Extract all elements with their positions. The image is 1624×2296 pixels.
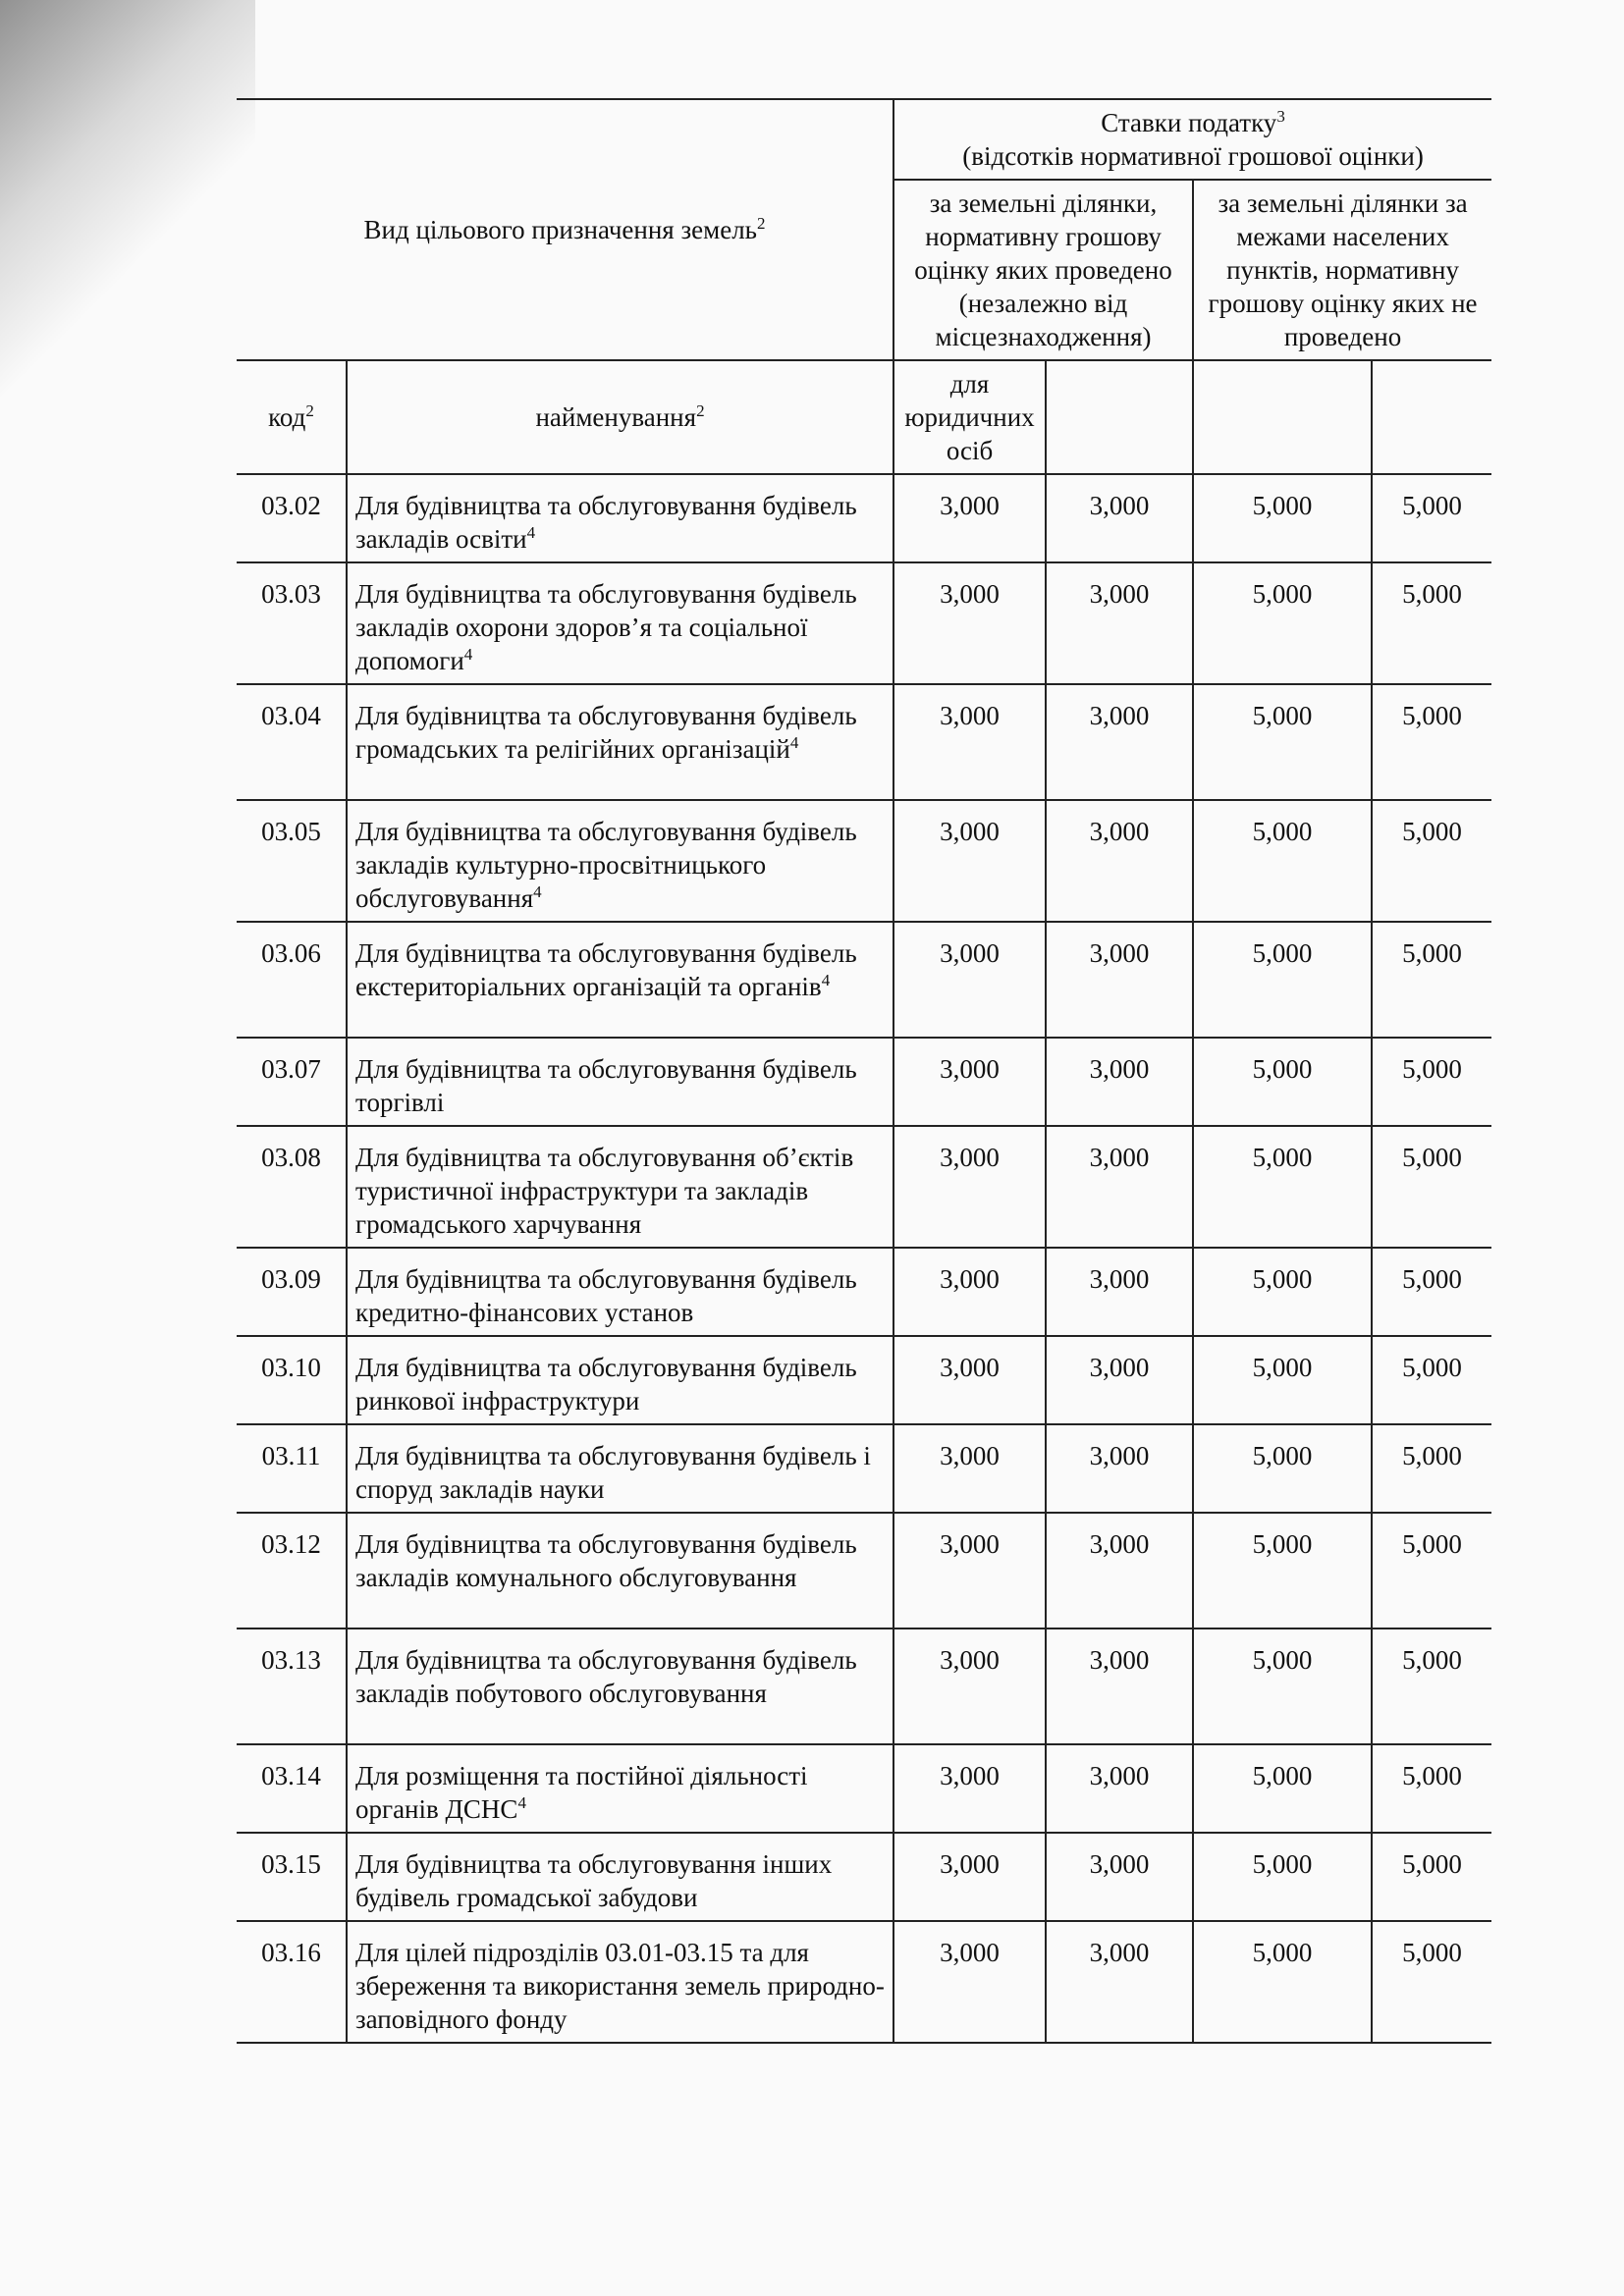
assessed-column-header [893,180,1193,360]
rate-legal-assessed-text: 3,000 [940,1353,1000,1382]
footnote-mark: 4 [821,971,831,989]
rate-legal-not-assessed [1193,1513,1372,1629]
rate-individual-assessed-text: 3,000 [1089,1529,1150,1559]
rate-individual-not-assessed [1372,1744,1491,1833]
rate-individual-assessed-text: 3,000 [1089,1849,1150,1879]
footnote-mark: 4 [526,523,536,542]
not-assessed-column-label: за земельні ділянки за межами населених пунктів, нормативну грошову оцінку яких не проведено [1208,188,1478,351]
table-row [237,562,1491,684]
empty-header-cell [1372,360,1491,474]
rate-individual-not-assessed-text: 5,000 [1402,1264,1462,1294]
rate-individual-assessed-text: 3,000 [1089,1761,1150,1790]
rate-individual-not-assessed-text: 5,000 [1402,701,1462,730]
rate-individual-not-assessed-text: 5,000 [1402,1353,1462,1382]
rate-legal-assessed [893,800,1046,922]
not-assessed-column-header [1193,180,1491,360]
table-row [237,922,1491,1038]
rate-individual-assessed-text: 3,000 [1089,817,1150,846]
row-name-text: Для будівництва та обслуговування будівель закладів комунального обслуговування [355,1529,857,1592]
rate-legal-not-assessed [1193,800,1372,922]
row-code-text: 03.08 [261,1143,321,1172]
row-code-text: 03.09 [261,1264,321,1294]
rate-individual-assessed-text: 3,000 [1089,1264,1150,1294]
rate-individual-assessed-text: 3,000 [1089,1938,1150,1967]
header-row-1 [237,99,1491,180]
rate-individual-not-assessed [1372,922,1491,1038]
rate-legal-not-assessed [1193,1629,1372,1744]
code-header [237,360,347,474]
row-name-text: Для будівництва та обслуговування будівель закладів охорони здоров’я та соціальної допомоги [355,579,857,675]
rate-legal-assessed-text: 3,000 [940,1849,1000,1879]
rate-individual-not-assessed [1372,1424,1491,1513]
rate-legal-not-assessed-text: 5,000 [1252,938,1313,968]
rate-individual-not-assessed-text: 5,000 [1402,938,1462,968]
tax-rates-title: Ставки податку [1101,108,1277,137]
legal-entities-label: для юридичних осіб [904,369,1035,465]
footnote-mark: 4 [789,733,799,752]
row-code [237,1629,347,1744]
tax-rates-header [893,99,1491,180]
rate-individual-not-assessed-text: 5,000 [1402,1054,1462,1084]
rate-legal-not-assessed-text: 5,000 [1252,701,1313,730]
row-code [237,1833,347,1921]
rate-legal-assessed [893,1336,1046,1424]
rate-individual-not-assessed-text: 5,000 [1402,1645,1462,1675]
row-code [237,1336,347,1424]
rate-individual-not-assessed [1372,1126,1491,1248]
rate-individual-not-assessed-text: 5,000 [1402,491,1462,520]
rate-individual-assessed-text: 3,000 [1089,938,1150,968]
row-code [237,684,347,800]
row-code-text: 03.02 [261,491,321,520]
table-row [237,1248,1491,1336]
row-code-text: 03.11 [261,1441,321,1470]
row-name [347,1126,893,1248]
rate-legal-assessed [893,1248,1046,1336]
rate-legal-not-assessed [1193,1248,1372,1336]
empty-header-cell [1046,360,1193,474]
table-row [237,1629,1491,1744]
rate-individual-not-assessed [1372,1248,1491,1336]
rate-legal-assessed-text: 3,000 [940,1645,1000,1675]
rate-individual-not-assessed [1372,1038,1491,1126]
assessed-column-label: за земельні ділянки, нормативну грошову оцінку яких проведено (незалежно від місцезнаходження) [914,188,1172,351]
rate-individual-assessed-text: 3,000 [1089,1353,1150,1382]
rate-legal-not-assessed [1193,1921,1372,2043]
table-row [237,1424,1491,1513]
rate-individual-assessed-text: 3,000 [1089,491,1150,520]
row-name-text: Для будівництва та обслуговування будівель екстериторіальних організацій та органів [355,938,857,1001]
scan-edge-shadow [0,0,255,412]
header-row-3 [237,360,1491,474]
footnote-mark: 4 [533,882,542,901]
rate-legal-assessed-text: 3,000 [940,938,1000,968]
row-name [347,922,893,1038]
row-code [237,1513,347,1629]
row-name [347,562,893,684]
legal-entities-header [893,360,1046,474]
rate-legal-not-assessed [1193,1833,1372,1921]
rate-individual-assessed-text: 3,000 [1089,1143,1150,1172]
rate-legal-not-assessed-text: 5,000 [1252,579,1313,609]
rate-legal-assessed [893,1629,1046,1744]
row-code [237,474,347,562]
rate-individual-not-assessed [1372,1336,1491,1424]
rate-individual-not-assessed [1372,1921,1491,2043]
row-code [237,1921,347,2043]
footnote-mark: 2 [756,214,766,233]
rate-legal-assessed [893,474,1046,562]
rate-individual-assessed [1046,562,1193,684]
rate-legal-not-assessed-text: 5,000 [1252,1938,1313,1967]
row-name-text: Для розміщення та постійної діяльності органів ДСНС [355,1761,808,1824]
rate-individual-not-assessed [1372,800,1491,922]
rate-legal-assessed [893,1744,1046,1833]
row-code [237,1424,347,1513]
rate-legal-assessed-text: 3,000 [940,701,1000,730]
rate-legal-not-assessed-text: 5,000 [1252,1264,1313,1294]
table-row [237,1921,1491,2043]
table-row [237,1513,1491,1629]
row-code [237,1744,347,1833]
rate-individual-not-assessed-text: 5,000 [1402,1938,1462,1967]
row-name [347,1744,893,1833]
rate-individual-assessed [1046,1629,1193,1744]
row-code [237,1126,347,1248]
footnote-mark: 2 [305,401,314,420]
table-row [237,1744,1491,1833]
rate-individual-assessed [1046,474,1193,562]
row-code [237,1038,347,1126]
row-code-text: 03.14 [261,1761,321,1790]
row-name [347,474,893,562]
row-code [237,562,347,684]
tax-rates-table [237,98,1491,2044]
rate-legal-not-assessed [1193,1038,1372,1126]
rate-legal-assessed [893,1038,1046,1126]
row-name-text: Для будівництва та обслуговування об’єктів туристичної інфраструктури та закладів громадського харчування [355,1143,854,1239]
rate-individual-assessed [1046,1513,1193,1629]
rate-legal-not-assessed [1193,1744,1372,1833]
rate-legal-assessed-text: 3,000 [940,817,1000,846]
code-label: код [268,402,306,432]
rate-legal-not-assessed-text: 5,000 [1252,1761,1313,1790]
name-label: найменування [535,402,697,432]
footnote-mark: 4 [517,1793,526,1812]
rate-individual-not-assessed [1372,684,1491,800]
rate-legal-not-assessed [1193,1336,1372,1424]
rate-legal-not-assessed-text: 5,000 [1252,1645,1313,1675]
rate-legal-assessed-text: 3,000 [940,1938,1000,1967]
rate-legal-assessed-text: 3,000 [940,1054,1000,1084]
rate-legal-assessed [893,562,1046,684]
rate-individual-not-assessed [1372,474,1491,562]
rate-individual-assessed-text: 3,000 [1089,1054,1150,1084]
row-name [347,1513,893,1629]
name-header [347,360,893,474]
table-row [237,1126,1491,1248]
empty-header-cell [1193,360,1372,474]
rate-legal-not-assessed [1193,562,1372,684]
rate-legal-assessed [893,1921,1046,2043]
row-name-text: Для будівництва та обслуговування будівель ринкової інфраструктури [355,1353,857,1415]
table-row [237,684,1491,800]
rate-legal-assessed-text: 3,000 [940,1143,1000,1172]
rate-individual-not-assessed-text: 5,000 [1402,1143,1462,1172]
footnote-mark: 4 [463,645,473,664]
table-body [237,474,1491,2043]
row-code [237,1248,347,1336]
footnote-mark: 2 [696,401,705,420]
rate-legal-assessed-text: 3,000 [940,1529,1000,1559]
tax-rates-subtitle: (відсотків нормативної грошової оцінки) [962,141,1424,171]
rate-legal-not-assessed [1193,474,1372,562]
row-code-text: 03.12 [261,1529,321,1559]
rate-legal-assessed [893,684,1046,800]
row-name [347,1629,893,1744]
row-name [347,684,893,800]
rate-individual-assessed [1046,1744,1193,1833]
row-name [347,1248,893,1336]
rate-individual-assessed [1046,1921,1193,2043]
rate-individual-not-assessed [1372,1513,1491,1629]
rate-legal-not-assessed [1193,684,1372,800]
row-name [347,1336,893,1424]
rate-legal-assessed-text: 3,000 [940,1264,1000,1294]
row-name [347,800,893,922]
rate-legal-not-assessed [1193,1424,1372,1513]
row-name-text: Для цілей підрозділів 03.01-03.15 та для збереження та використання земель природно-заповідного фонду [355,1938,885,2034]
rate-legal-assessed [893,1833,1046,1921]
land-purpose-title: Вид цільового призначення земель [363,215,757,244]
row-code [237,922,347,1038]
rate-individual-not-assessed-text: 5,000 [1402,1529,1462,1559]
rate-legal-not-assessed-text: 5,000 [1252,1849,1313,1879]
footnote-mark: 3 [1276,107,1285,126]
rate-individual-assessed [1046,1336,1193,1424]
table-row [237,1038,1491,1126]
rate-individual-assessed [1046,1038,1193,1126]
rate-legal-not-assessed-text: 5,000 [1252,1353,1313,1382]
rate-legal-not-assessed-text: 5,000 [1252,491,1313,520]
rate-legal-assessed-text: 3,000 [940,1761,1000,1790]
rate-legal-assessed-text: 3,000 [940,1441,1000,1470]
rate-individual-not-assessed [1372,562,1491,684]
row-name-text: Для будівництва та обслуговування будівель закладів побутового обслуговування [355,1645,857,1708]
row-name-text: Для будівництва та обслуговування будівель закладів культурно-просвітницького обслуговування [355,817,857,913]
rate-individual-assessed [1046,684,1193,800]
row-code-text: 03.06 [261,938,321,968]
rate-legal-assessed-text: 3,000 [940,491,1000,520]
rate-individual-not-assessed-text: 5,000 [1402,579,1462,609]
row-code-text: 03.15 [261,1849,321,1879]
rate-individual-not-assessed [1372,1629,1491,1744]
rate-individual-not-assessed-text: 5,000 [1402,1441,1462,1470]
row-code-text: 03.07 [261,1054,321,1084]
rate-legal-not-assessed-text: 5,000 [1252,1529,1313,1559]
row-code-text: 03.05 [261,817,321,846]
table-row [237,800,1491,922]
rate-individual-assessed-text: 3,000 [1089,579,1150,609]
rate-legal-not-assessed [1193,922,1372,1038]
table-row [237,1336,1491,1424]
rate-individual-assessed [1046,1248,1193,1336]
rate-legal-assessed-text: 3,000 [940,579,1000,609]
row-name [347,1038,893,1126]
row-code-text: 03.16 [261,1938,321,1967]
rate-individual-not-assessed [1372,1833,1491,1921]
row-name-text: Для будівництва та обслуговування будівель закладів освіти [355,491,857,554]
row-name [347,1833,893,1921]
rate-legal-not-assessed-text: 5,000 [1252,1054,1313,1084]
rate-individual-assessed-text: 3,000 [1089,701,1150,730]
rate-individual-not-assessed-text: 5,000 [1402,817,1462,846]
row-code-text: 03.03 [261,579,321,609]
table-row [237,474,1491,562]
rate-individual-assessed [1046,1126,1193,1248]
rate-individual-assessed [1046,800,1193,922]
rate-legal-not-assessed-text: 5,000 [1252,1143,1313,1172]
rate-individual-assessed-text: 3,000 [1089,1645,1150,1675]
table-row [237,1833,1491,1921]
rate-individual-assessed [1046,1424,1193,1513]
rate-legal-assessed [893,1424,1046,1513]
rate-individual-not-assessed-text: 5,000 [1402,1761,1462,1790]
rate-legal-not-assessed [1193,1126,1372,1248]
rate-legal-not-assessed-text: 5,000 [1252,1441,1313,1470]
rate-individual-assessed [1046,922,1193,1038]
row-code-text: 03.13 [261,1645,321,1675]
row-code [237,800,347,922]
rate-legal-assessed [893,1513,1046,1629]
rate-legal-assessed [893,1126,1046,1248]
rate-individual-assessed [1046,1833,1193,1921]
row-name-text: Для будівництва та обслуговування будівель громадських та релігійних організацій [355,701,857,764]
row-name-text: Для будівництва та обслуговування будівель кредитно-фінансових установ [355,1264,857,1327]
rate-individual-assessed-text: 3,000 [1089,1441,1150,1470]
land-purpose-header [237,99,893,360]
rate-individual-not-assessed-text: 5,000 [1402,1849,1462,1879]
row-name-text: Для будівництва та обслуговування інших будівель громадської забудови [355,1849,833,1912]
row-name [347,1921,893,2043]
rate-legal-assessed [893,922,1046,1038]
row-name-text: Для будівництва та обслуговування будівель і споруд закладів науки [355,1441,871,1504]
row-name-text: Для будівництва та обслуговування будівель торгівлі [355,1054,857,1117]
row-name [347,1424,893,1513]
row-code-text: 03.04 [261,701,321,730]
rate-legal-not-assessed-text: 5,000 [1252,817,1313,846]
row-code-text: 03.10 [261,1353,321,1382]
